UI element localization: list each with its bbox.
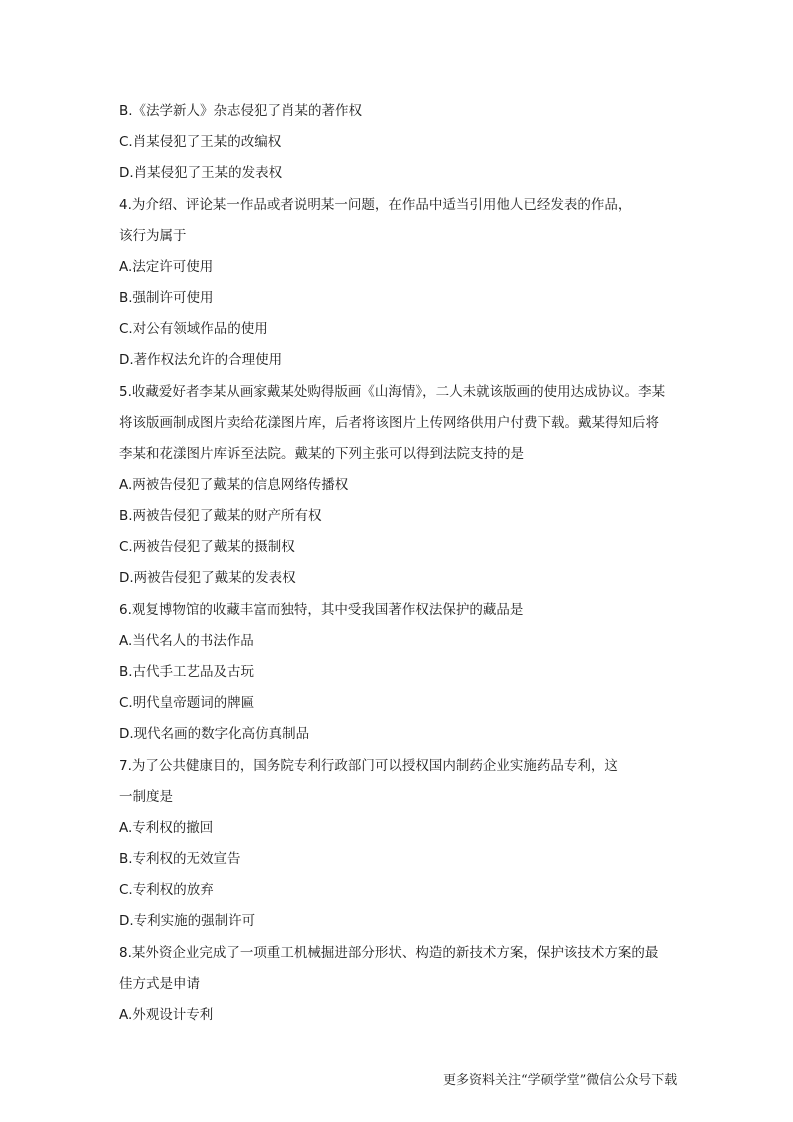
option-d: D.两被告侵犯了戴某的发表权 — [119, 570, 296, 586]
option-d: D.专利实施的强制许可 — [119, 913, 256, 929]
option-b: B.强制许可使用 — [119, 290, 214, 306]
option-a: A.两被告侵犯了戴某的信息网络传播权 — [119, 477, 349, 493]
option-a: A.当代名人的书法作品 — [119, 633, 254, 649]
option-a: A.专利权的撤回 — [119, 820, 214, 836]
option-c: C.对公有领域作品的使用 — [119, 321, 268, 337]
question-7-text: 7.为了公共健康目的，国务院专利行政部门可以授权国内制药企业实施药品专利，这 — [119, 758, 618, 774]
option-b: B.古代手工艺品及古玩 — [119, 664, 255, 680]
option-b: B.两被告侵犯了戴某的财产所有权 — [119, 508, 322, 524]
option-a: A.外观设计专利 — [119, 1007, 214, 1023]
option-d: D.现代名画的数字化高仿真制品 — [119, 726, 310, 742]
question-8-text-cont: 佳方式是申请 — [119, 976, 200, 992]
question-5-text-cont: 将该版画制成图片卖给花漾图片库，后者将该图片上传网络供用户付费下载。戴某得知后将 — [119, 415, 659, 431]
question-8-text: 8.某外资企业完成了一项重工机械掘进部分形状、构造的新技术方案，保护该技术方案的最 — [119, 945, 659, 961]
option-d: D.著作权法允许的合理使用 — [119, 352, 283, 368]
question-7-text-cont: 一制度是 — [119, 789, 173, 805]
text-line: D.肖某侵犯了王某的发表权 — [119, 165, 283, 181]
question-5-text-cont: 李某和花漾图片库诉至法院。戴某的下列主张可以得到法院支持的是 — [119, 446, 524, 462]
text-line: B.《法学新人》杂志侵犯了肖某的著作权 — [119, 103, 363, 119]
footer-note: 更多资料关注“学硕学堂”微信公众号下载 — [443, 1073, 678, 1088]
text-line: C.肖某侵犯了王某的改编权 — [119, 134, 282, 150]
option-c: C.明代皇帝题词的牌匾 — [119, 695, 255, 711]
question-4-text: 4.为介绍、评论某一作品或者说明某一问题，在作品中适当引用他人已经发表的作品， — [119, 197, 632, 213]
option-c: C.两被告侵犯了戴某的摄制权 — [119, 539, 295, 555]
question-6-text: 6.观复博物馆的收藏丰富而独特，其中受我国著作权法保护的藏品是 — [119, 602, 524, 618]
option-c: C.专利权的放弃 — [119, 882, 214, 898]
option-a: A.法定许可使用 — [119, 259, 214, 275]
question-4-text-cont: 该行为属于 — [119, 228, 187, 244]
question-5-text: 5.收藏爱好者李某从画家戴某处购得版画《山海情》，二人未就该版画的使用达成协议。李某 — [119, 384, 666, 400]
option-b: B.专利权的无效宣告 — [119, 851, 241, 867]
